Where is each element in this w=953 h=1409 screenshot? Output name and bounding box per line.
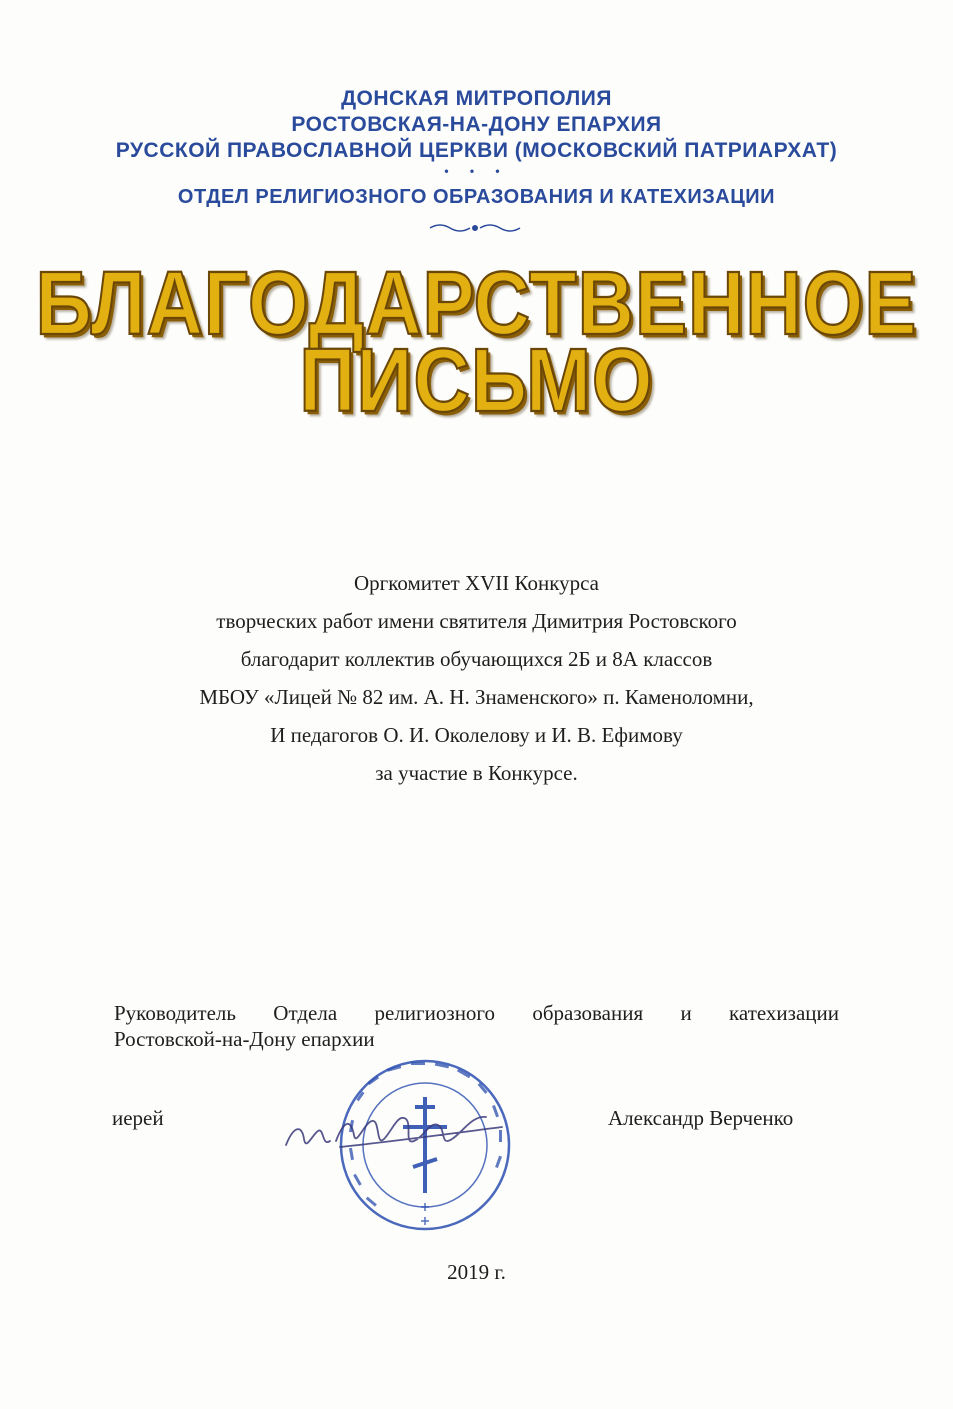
- title-line-2: ПИСЬМО: [299, 329, 654, 431]
- body-line: И педагогов О. И. Околелову и И. В. Ефимову: [270, 723, 683, 747]
- body-line: за участие в Конкурсе.: [375, 761, 578, 785]
- body-line: Оргкомитет XVII Конкурса: [353, 571, 600, 595]
- body-line: МБОУ «Лицей № 82 им. А. Н. Знаменского» п. Каменоломни,: [199, 685, 754, 709]
- signatory-title: иерей: [112, 1106, 164, 1130]
- signatory-diocese: Ростовской-на-Дону епархии: [114, 1027, 375, 1051]
- letter-year: 2019 г.: [447, 1260, 506, 1284]
- header-church: РУССКОЙ ПРАВОСЛАВНОЙ ЦЕРКВИ (МОСКОВСКИЙ ПАТРИАРХАТ): [115, 139, 838, 162]
- body-line: благодарит коллектив обучающихся 2Б и 8А классов: [240, 647, 713, 671]
- handwritten-signature-icon: [280, 1095, 510, 1165]
- header-dots-divider: • • •: [444, 164, 509, 178]
- title-line-1: БЛАГОДАРСТВЕННОЕ: [35, 252, 918, 354]
- letter-body: [0, 564, 953, 792]
- body-line: творческих работ имени святителя Димитрия Ростовского: [216, 609, 737, 633]
- header-department: ОТДЕЛ РЕЛИГИОЗНОГО ОБРАЗОВАНИЯ И КАТЕХИЗАЦИИ: [177, 186, 776, 208]
- header-eparchy: РОСТОВСКАЯ-НА-ДОНУ ЕПАРХИЯ: [291, 113, 662, 136]
- signatory-position: Руководитель Отдела религиозного образования и катехизации: [114, 1001, 839, 1025]
- header-metropolis: ДОНСКАЯ МИТРОПОЛИЯ: [341, 87, 612, 110]
- signatory-name: Александр Верченко: [608, 1106, 794, 1130]
- ornament-divider-icon: [425, 220, 525, 236]
